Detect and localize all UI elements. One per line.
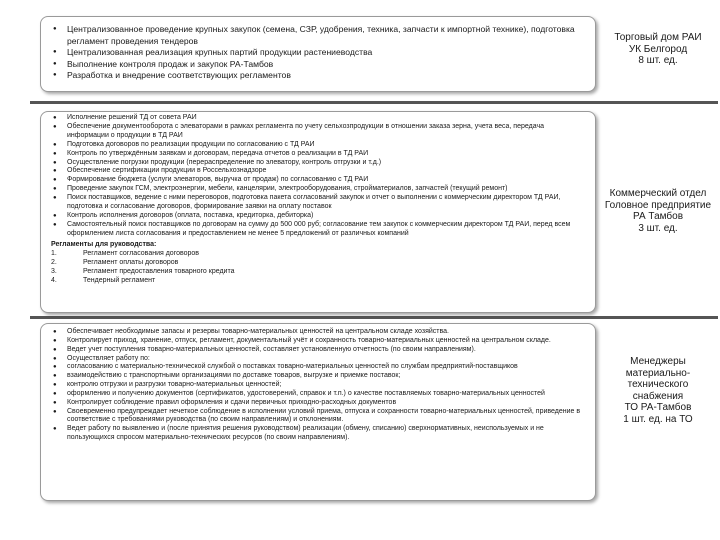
list-item: ● Ведет работу по выявлению и (после принятия решения руководством) реализации (обмену, списанию) сверхнормативных, неиспользуемых и не пользующихся спросом материально-технических ресурсов (по своим направлениям). — [51, 425, 587, 443]
list-item: ● Централизованное проведение крупных закупок (семена, СЗР, удобрения, техника, запчасти к импортной технике), подготовка регламент проведения тендеров — [51, 24, 587, 47]
list-item: ● взаимодействию с транспортными организациями по доставке товаров, выгрузке и приемке поставок; — [51, 372, 587, 381]
list-item: ● Исполнение решений ТД от совета РАИ — [51, 114, 587, 123]
regulations-list — [51, 249, 587, 285]
trade-house-duties-list — [51, 24, 587, 82]
side-label-line: 3 шт. ед. — [638, 222, 678, 234]
panel-commercial-department — [40, 111, 596, 313]
panel-supply-managers — [40, 323, 596, 501]
list-item: ● Поиск поставщиков, ведение с ними переговоров, подготовка пакета согласований закупок и отчет о выполнении с коммерческим директором ТД РАИ, подготовка и согласование договоров, формирование заявки на оплату поставок — [51, 194, 587, 212]
regulation-text: Регламент оплаты договоров — [83, 258, 179, 266]
regulation-item — [51, 267, 587, 276]
regulation-number: 3. — [51, 267, 57, 275]
list-item: ● Обеспечивает необходимые запасы и резервы товарно-материальных ценностей на центральном складе хозяйства. — [51, 328, 587, 337]
side-label-line: Менеджеры — [630, 356, 686, 367]
side-label-line: УК Белгород — [628, 43, 688, 55]
separator-line-top — [30, 101, 718, 104]
regulation-item — [51, 258, 587, 267]
list-item: ● оформлению и получению документов (сертификатов, удостоверений, справок и т.п.) о качестве поставляемых товарно-материальных ценностей — [51, 390, 587, 399]
side-label-line: материально- — [625, 367, 691, 379]
side-label-line: Головное предприятие — [604, 199, 712, 211]
side-label-line: 1 шт. ед. на ТО — [623, 413, 693, 425]
side-label-line: технического — [627, 379, 689, 390]
list-item: ● согласованию с материально-технической службой о поставках товарно-материальных ценностей по службам предприятий-поставщиков — [51, 363, 587, 372]
commercial-department-label — [604, 188, 712, 234]
list-item: ● Обеспечение документооборота с элеваторами в рамках регламента по учету сельхозпродукции в отношении заказа зерна, учета веса, передача информации о продукции в ТД РАИ — [51, 123, 587, 141]
list-item: ● Проведение закупок ГСМ, электроэнергии, мебели, канцелярии, электрооборудования, стройматериалов, запчастей (текущий ремонт) — [51, 185, 587, 194]
list-item: ● Контроль исполнения договоров (оплата, поставка, кредиторка, дебиторка) — [51, 212, 587, 221]
regulation-text: Регламент согласования договоров — [83, 249, 200, 257]
list-item: ● Формирование бюджета (услуги элеваторов, выручка от продаж) по согласованию с ТД РАИ — [51, 176, 587, 185]
side-label-line: Коммерческий отдел — [609, 188, 707, 199]
regulation-number: 2. — [51, 258, 57, 266]
list-item: ● Разработка и внедрение соответствующих регламентов — [51, 70, 587, 82]
list-item: ● Ведет учет поступления товарно-материальных ценностей, составляет установленную отчетность (по своим направлениям). — [51, 346, 587, 355]
side-label-line: 8 шт. ед. — [638, 55, 678, 66]
regulation-number: 1. — [51, 249, 57, 257]
trade-house-label — [604, 32, 712, 67]
regulation-item — [51, 276, 587, 285]
list-item: ● Контролирует приход, хранение, отпуск, регламент, документальный учёт и сохранность товарно-материальных ценностей на центральном складе. — [51, 337, 587, 346]
list-item: ● Обеспечение сертификации продукции в Россельхознадзоре — [51, 167, 587, 176]
regulation-item — [51, 249, 587, 258]
side-label-line: снабжения — [632, 390, 684, 402]
commercial-duties-list — [51, 114, 587, 239]
list-item: ● Самостоятельный поиск поставщиков по договорам на сумму до 500 000 руб; согласование тем закупок с коммерческим директором ТД РАИ, перед всем оформлением листа согласования и предоставлением не менее 5 предложений от различных компаний — [51, 221, 587, 239]
list-item: ● Подготовка договоров по реализации продукции по согласованию с ТД РАИ — [51, 141, 587, 150]
regulation-text: Регламент предоставления товарного кредита — [83, 267, 235, 275]
panel-trade-house — [40, 16, 596, 92]
list-item: ● Осуществляет работу по: — [51, 355, 587, 364]
separator-line-middle — [30, 316, 718, 319]
regulations-heading: Регламенты для руководства: — [51, 240, 157, 248]
side-label-line: Торговый дом РАИ — [614, 32, 702, 43]
regulation-text: Тендерный регламент — [83, 276, 156, 284]
regulation-number: 4. — [51, 276, 57, 284]
list-item: ● контролю отгрузки и разгрузки товарно-материальных ценностей; — [51, 381, 587, 390]
side-label-line: РА Тамбов — [632, 211, 684, 222]
list-item: ● Своевременно предупреждает нечеткое соблюдение в исполнении условий приема, отпуска и сохранности товарно-материальных ценностей, приведение в соответствие с требованиями руководства (по своим направлениям) и отклонениям. — [51, 408, 587, 426]
list-item: ● Осуществление погрузки продукции (перераспределение по элеватору, контроль отгрузки и т.д.) — [51, 159, 587, 168]
supply-managers-label — [604, 356, 712, 425]
list-item: ● Централизованная реализация крупных партий продукции растениеводства — [51, 47, 587, 59]
list-item: ● Контролирует соблюдение правил оформления и сдачи первичных приходно-расходных документов — [51, 399, 587, 408]
list-item: ● Выполнение контроля продаж и закупок РА-Тамбов — [51, 59, 587, 71]
side-label-line: ТО РА-Тамбов — [624, 402, 692, 413]
list-item: ● Контроль по утверждённым заявкам и договорам, передача отчетов о реализации в ТД РАИ — [51, 150, 587, 159]
supply-duties-list — [51, 328, 587, 443]
